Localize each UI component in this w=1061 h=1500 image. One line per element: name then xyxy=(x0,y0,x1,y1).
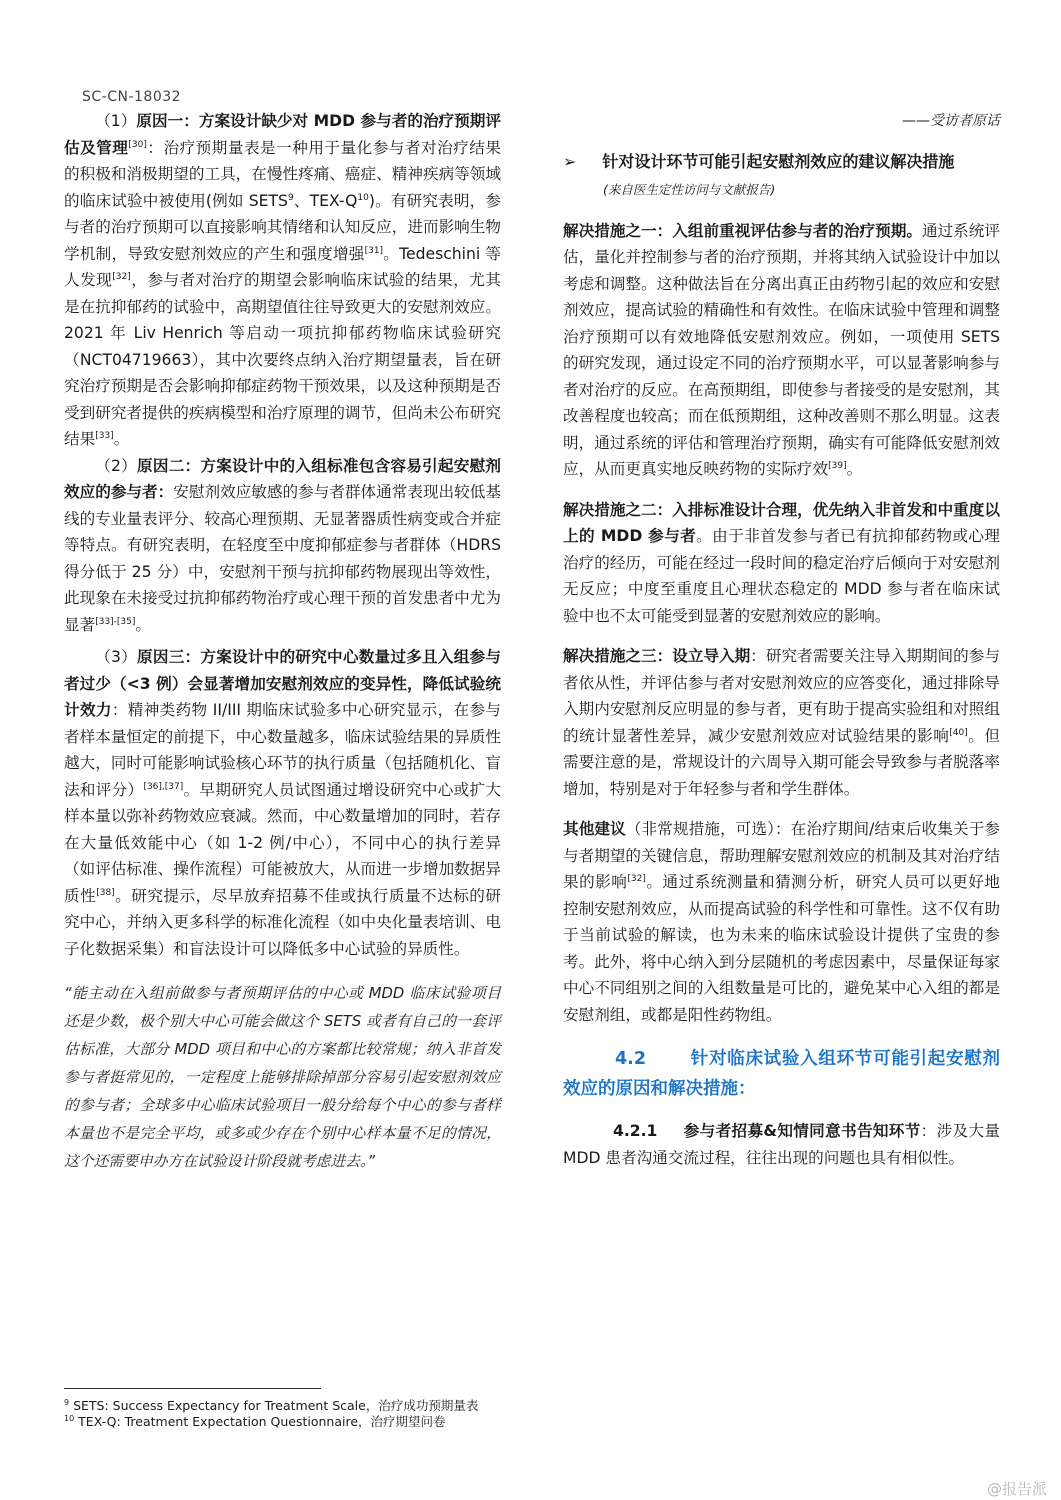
citation: [33] xyxy=(95,431,114,441)
section-4-2-heading xyxy=(563,1044,1000,1104)
recommendations-heading xyxy=(563,149,1000,176)
footnote-text: TEX-Q: Treatment Expectation Questionnaire，治疗期望问卷 xyxy=(78,1414,446,1429)
left-column xyxy=(64,108,501,1176)
solution-1-paragraph xyxy=(563,218,1000,483)
body-text: 。 xyxy=(846,460,863,478)
other-suggestions-paragraph xyxy=(563,816,1000,1028)
section-4-2-1-paragraph xyxy=(563,1118,1000,1171)
citation: [32] xyxy=(112,272,131,282)
body-text: 。 xyxy=(113,430,130,448)
subsection-heading: 参与者招募&知情同意书告知环节 xyxy=(683,1122,921,1140)
footnotes xyxy=(64,1398,478,1430)
quote-attribution: ——受访者原话 xyxy=(902,113,1000,129)
recommendations-source: (来自医生定性访问与文献报告) xyxy=(603,182,776,197)
body-text: ：精神类药物 II/III 期临床试验多中心研究显示，在参与者样本量恒定的前提下，中心数量越多，临床试验结果的异质性越大，同时可能影响试验核心环节的执行质量（包括随机化、盲法和评分） xyxy=(64,701,501,799)
recommendations-title: 针对设计环节可能引起安慰剂效应的建议解决措施 xyxy=(602,151,955,171)
subsection-number: 4.2.1 xyxy=(613,1122,658,1140)
citation: [38] xyxy=(96,887,115,898)
right-column xyxy=(563,108,1000,1171)
arrow-bullet-icon: ➢ xyxy=(563,151,577,171)
footnote-mark: 10 xyxy=(357,192,369,203)
reason-2-paragraph xyxy=(64,453,501,639)
reason-1-number: （1） xyxy=(95,112,137,130)
citation: [36],[37] xyxy=(143,781,184,792)
body-text: 。通过系统测量和猜测分析，研究人员可以更好地控制安慰剂效应，从而提高试验的科学性和可靠性。这不仅有助于当前试验的解读，也为未来的临床试验设计提供了宝贵的参考。此外，将中心纳入到分层随机的考虑因素中，尽量保证每家中心不同组别之间的入组数量是可比的，避免某中心入组的都是安慰剂组，或都是阳性药物组。 xyxy=(563,873,1000,1024)
footnote-9 xyxy=(64,1398,478,1414)
footnote-10 xyxy=(64,1414,478,1430)
reason-1-heading: 原因一：方案设计缺少对 MDD 参与者的治疗预期评估及管理 xyxy=(64,112,502,157)
reason-3-paragraph xyxy=(64,644,501,962)
interviewee-quote: “能主动在入组前做参与者预期评估的中心或 MDD 临床试验项目还是少数，极个别大中心可能会做这个 SETS 或者有自己的一套评估标准，大部分 MDD 项目和中心的方案都比较常规；纳入非首发参与者挺常见的，一定程度上能够排除掉部分容易引起安慰剂效应的参与者；全球多中心临床试验项目一般分给每个中心的参与者样本量也不是完全平均，或多或少存在个别中心样本量不足的情况，这个还需要申办方在试验设计阶段就考虑进去。” xyxy=(64,985,501,1170)
solution-2-heading: 解决措施之二：入排标准设计合理，优先纳入非首发和中重度以上的 MDD 参与者 xyxy=(563,500,1000,545)
reason-2-number: （2） xyxy=(95,456,138,475)
solution-3-paragraph xyxy=(563,643,1000,802)
body-text: 。 xyxy=(135,615,152,634)
body-text: 安慰剂效应敏感的参与者群体通常表现出较低基线的专业量表评分、较高心理预期、无显著器质性病变或合并症等特点。有研究表明，在轻度至中度抑郁症参与者群体（HDRS 得分低于 25 分）中，安慰剂干预与抗抑郁药物展现出等效性，此现象在未接受过抗抑郁药物治疗或心理干预的首发患者中尤为显著 xyxy=(64,483,501,634)
body-text: ：治疗预期量表是一种用于量化参与者对治疗结果的积极和消极期望的工具，在慢性疼痛、癌症、精神疾病等领域的临床试验中被使用(例如 SETS xyxy=(64,138,501,210)
solution-3-heading: 解决措施之三：设立导入期 xyxy=(563,647,751,665)
body-text: )。有研究表明，参与者的治疗预期可以直接影响其情绪和认知反应，进而影响生物学机制，导致安慰剂效应的产生和强度增强 xyxy=(64,191,501,263)
citation: [31] xyxy=(364,245,384,256)
body-text: 。早期研究人员试图通过增设研究中心或扩大样本量以弥补药物效应衰减。然而，中心数量增加的同时，若存在大量低效能中心（如 1-2 例/中心），不同中心的执行差异（如评估标准、操作流程）可能被放大，从而进一步增加数据异质性 xyxy=(64,780,501,905)
body-text: 通过系统评估，量化并控制参与者的治疗预期，并将其纳入试验设计中加以考虑和调整。这种做法旨在分离出真正由药物引起的效应和安慰剂效应，提高试验的精确性和有效性。在临床试验中管理和调整治疗预期可以有效地降低安慰剂效应。例如，一项使用 SETS 的研究发现，通过设定不同的治疗预期水平，可以显著影响参与者对治疗的反应。在高预期组，即使参与者接受的是安慰剂，其改善程度也较高；而在低预期组，这种改善则不那么明显。这表明，通过系统的评估和管理治疗预期，确实有可能降低安慰剂效应，从而更真实地反映药物的实际疗效 xyxy=(563,221,1000,478)
footnote-mark: 10 xyxy=(64,1414,75,1423)
body-text: 。由于非首发参与者已有抗抑郁药物或心理治疗的经历，可能在经过一段时间的稳定治疗后倾向于对安慰剂无反应；中度至重度且心理状态稳定的 MDD 参与者在临床试验中也不太可能受到显著的安慰剂效应的影响。 xyxy=(563,527,1000,625)
body-text: 。Tedeschini 等人发现 xyxy=(64,244,501,289)
document-id: SC-CN-18032 xyxy=(82,89,182,105)
reason-3-heading: 原因三：方案设计中的研究中心数量过多且入组参与者过少（<3 例）会显著增加安慰剂效应的变异性，降低试验统计效力 xyxy=(64,648,501,719)
watermark: @报告派 xyxy=(986,1480,1047,1498)
citation: [40] xyxy=(949,727,968,738)
section-title: 针对临床试验入组环节可能引起安慰剂效应的原因和解决措施： xyxy=(563,1049,1000,1099)
other-suggestions-heading: 其他建议 xyxy=(563,820,626,838)
footnote-mark: 9 xyxy=(287,192,294,203)
footnote-text: SETS: Success Expectancy for Treatment Scale，治疗成功预期量表 xyxy=(73,1398,479,1413)
solution-1-heading: 解决措施之一：入组前重视评估参与者的治疗预期。 xyxy=(563,221,922,240)
section-number: 4.2 xyxy=(615,1049,647,1069)
body-text: 。但需要注意的是，常规设计的六周导入期可能会导致参与者脱落率增加，特别是对于年轻参与者和学生群体。 xyxy=(563,726,1000,798)
body-text: （非常规措施，可选）：在治疗期间/结束后收集关于参与者期望的关键信息，帮助理解安慰剂效应的机制及其对治疗结果的影响 xyxy=(563,820,1000,891)
citation: [32] xyxy=(627,874,646,884)
body-text: 。研究提示，尽早放弃招募不佳或执行质量不达标的研究中心，并纳入更多科学的标准化流程（如中央化量表培训、电子化数据采集）和盲法设计可以降低多中心试验的异质性。 xyxy=(64,886,501,958)
reason-2-heading: 原因二：方案设计中的入组标准包含容易引起安慰剂效应的参与者： xyxy=(64,456,501,501)
reason-1-paragraph xyxy=(64,108,501,453)
body-text: ，参与者对治疗的期望会影响临床试验的结果，尤其是在抗抑郁药的试验中，高期望值往往导致更大的安慰剂效应。2021 年 Liv Henrich 等启动一项抗抑郁药物临床试验研究（NCT04719663），其中次要终点纳入治疗期望量表，旨在研究治疗预期是否会影响抑郁症药物干预效果，以及这种预期是否受到研究者提供的疾病模型和治疗原理的调节，但尚未公布研究结果 xyxy=(64,271,501,448)
body-text: ：研究者需要关注导入期期间的参与者依从性，并评估参与者对安慰剂效应的应答变化，通过排除导入期内安慰剂反应明显的参与者，更有助于提高实验组和对照组的统计显著性差异，减少安慰剂效应对试验结果的影响 xyxy=(563,647,1000,745)
citation: [33]-[35] xyxy=(95,616,136,627)
reason-3-number: （3） xyxy=(95,648,138,666)
body-text: 、TEX-Q xyxy=(293,191,358,210)
footnote-divider xyxy=(64,1388,321,1389)
solution-2-paragraph xyxy=(563,497,1000,630)
body-text: ：涉及大量 MDD 患者沟通交流过程，往往出现的问题也具有相似性。 xyxy=(563,1122,1000,1167)
citation: [39] xyxy=(828,461,847,471)
footnote-mark: 9 xyxy=(64,1398,70,1407)
citation: [30] xyxy=(128,139,147,150)
